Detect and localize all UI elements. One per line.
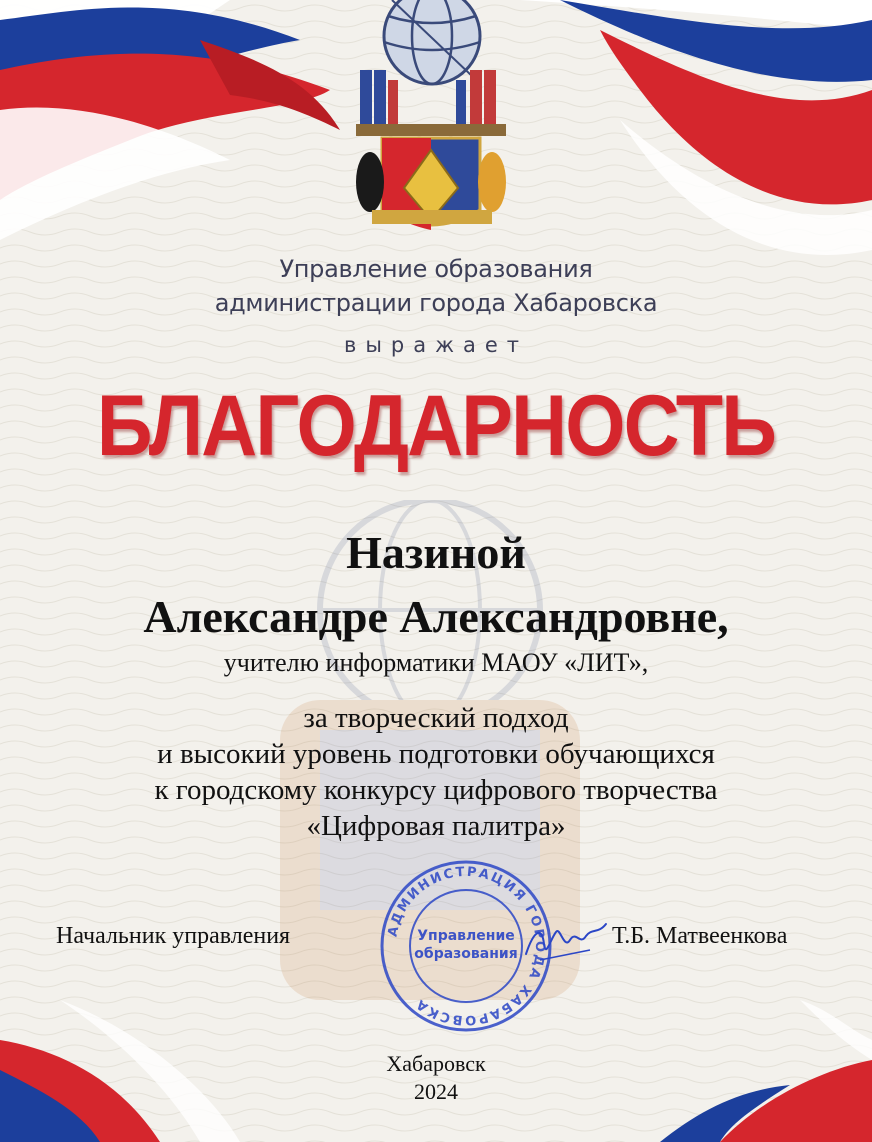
recipient-given-names: Александре Александровне, (143, 591, 729, 642)
reason-line: и высокий уровень подготовки обучающихся (157, 738, 715, 770)
svg-text:образования: образования (414, 946, 518, 962)
svg-text:АДМИНИСТРАЦИЯ ГОРОДА ХАБАРОВСК: АДМИНИСТРАЦИЯ ГОРОДА ХАБАРОВСКА (385, 864, 548, 1028)
issue-city: Хабаровск (386, 1051, 486, 1076)
reason-line: к городскому конкурсу цифрового творчества (154, 774, 718, 806)
award-reason (0, 700, 872, 844)
certificate-title: БЛАГОДАРНОСТЬ (96, 378, 776, 474)
reason-line: за творческий подход (303, 702, 569, 734)
svg-text:Управление: Управление (417, 928, 515, 944)
issuer-line-1: Управление образования (279, 255, 593, 283)
signatory-role: Начальник управления (56, 923, 291, 949)
expresses-text: выражает (343, 333, 529, 357)
reason-line: «Цифровая палитра» (306, 810, 566, 842)
recipient-surname: Назиной (346, 527, 526, 578)
issuer-line-2: администрации города Хабаровска (214, 289, 658, 317)
official-seal (376, 856, 556, 1036)
khabarovsk-education-emblem (352, 0, 522, 240)
signatory-name: Т.Б. Матвеенкова (612, 923, 788, 949)
issue-year: 2024 (414, 1079, 458, 1104)
recipient-position: учителю информатики МАОУ «ЛИТ», (223, 648, 649, 677)
